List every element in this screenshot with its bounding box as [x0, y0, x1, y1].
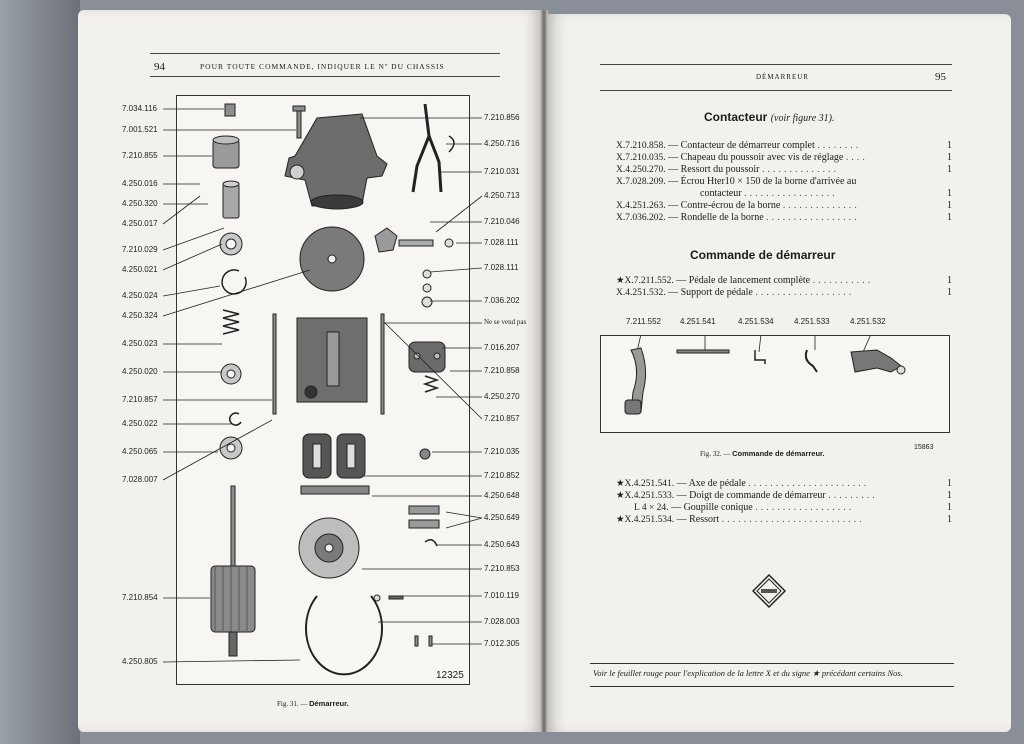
right-page-number: 95 [935, 71, 946, 83]
part-label: 4.250.017 [122, 219, 158, 228]
parts-list-item: contacteur ................. 1 [700, 188, 952, 199]
fig32-label: 7.211.552 [626, 317, 661, 326]
part-label: 7.036.202 [484, 296, 520, 305]
fig32-label: 4.251.541 [680, 317, 716, 326]
parts-list-item: ★X.4.251.541. — Axe de pédale ...................... 1 [616, 478, 952, 489]
parts-list-item: X.7.028.209. — Écrou Hter10 × 150 de la borne d'arrivée au [616, 176, 857, 187]
part-pedal-support [851, 350, 901, 372]
caption-prefix: Fig. 31. — [277, 700, 308, 708]
header-rule [600, 64, 952, 65]
part-label: 7.210.029 [122, 245, 158, 254]
parts-list-item: X.7.036.202. — Rondelle de la borne ................. 1 [616, 212, 952, 223]
pedal-parts-drawing [601, 336, 949, 432]
parts-list-item: X.7.210.858. — Contacteur de démarreur complet ........ 1 [616, 140, 952, 151]
part-label: 4.250.024 [122, 291, 158, 300]
part-label: 4.250.021 [122, 265, 158, 274]
part-label: 7.210.857 [122, 395, 158, 404]
figure-32-number: 15863 [914, 444, 934, 451]
part-finger [806, 350, 817, 372]
part-label: 4.250.324 [122, 311, 158, 320]
parts-list-item: X.4.250.270. — Ressort du poussoir .............. 1 [616, 164, 952, 175]
part-label: 4.250.023 [122, 339, 158, 348]
parts-list-item: L 4 × 24. — Goupille conique .................. 1 [634, 502, 952, 513]
part-label: 7.210.854 [122, 593, 158, 602]
fig32-label: 4.251.533 [794, 317, 830, 326]
part-label: 4.250.320 [122, 199, 158, 208]
part-label: 7.010.119 [484, 591, 519, 600]
part-label: 4.250.020 [122, 367, 158, 376]
part-label: 4.250.065 [122, 447, 158, 456]
section-title-contacteur: Contacteur (voir figure 31). [704, 110, 835, 124]
fig32-label: 4.251.534 [738, 317, 774, 326]
renault-diamond-logo [752, 574, 786, 613]
left-running-header: POUR TOUTE COMMANDE, INDIQUER LE Nº DU CHASSIS [200, 62, 445, 71]
footnote: Voir le feuillet rouge pour l'explication de la lettre X et du signe ★ précédant certains Nos. [593, 668, 903, 678]
part-label: 7.210.853 [484, 564, 520, 573]
parts-list-item: ★X.7.211.552. — Pédale de lancement complète ........... 1 [616, 275, 952, 286]
figure-31-caption [277, 699, 349, 708]
part-label: 7.210.035 [484, 447, 520, 456]
parts-list-item: X.7.210.035. — Chapeau du poussoir avec vis de réglage .... 1 [616, 152, 952, 163]
part-pedal-axle [677, 350, 729, 353]
part-label: 7.028.111 [484, 238, 519, 247]
figure-31-number: 12325 [436, 670, 464, 681]
part-label: 4.250.022 [122, 419, 158, 428]
part-label: 4.250.716 [484, 139, 520, 148]
part-label: 7.016.207 [484, 343, 520, 352]
part-label: 4.250.648 [484, 491, 520, 500]
part-label: 7.012.305 [484, 639, 520, 648]
part-label: 4.250.649 [484, 513, 520, 522]
part-label: 7.210.858 [484, 366, 520, 375]
section-title-commande: Commande de démarreur [690, 248, 836, 262]
part-label: 4.250.643 [484, 540, 520, 549]
part-label-not-sold: Ne se vend pas [484, 318, 527, 326]
left-page-number: 94 [154, 61, 165, 73]
part-label: 4.250.713 [484, 191, 520, 200]
part-label: 7.210.031 [484, 167, 520, 176]
part-label: 7.028.111 [484, 263, 519, 272]
part-label: 4.250.805 [122, 657, 158, 666]
part-label: 7.028.007 [122, 475, 158, 484]
right-running-header: DÉMARREUR [756, 73, 809, 81]
part-label: 7.034.116 [122, 104, 157, 113]
part-label: 7.210.855 [122, 151, 158, 160]
part-label: 7.210.856 [484, 113, 520, 122]
part-label: 4.250.016 [122, 179, 158, 188]
part-label: 7.210.852 [484, 471, 520, 480]
part-label: 4.250.270 [484, 392, 520, 401]
parts-list-item: ★X.4.251.534. — Ressort .......................... 1 [616, 514, 952, 525]
fig32-label: 4.251.532 [850, 317, 886, 326]
part-label: 7.001.521 [122, 125, 158, 134]
parts-list-item: X.4.251.263. — Contre-écrou de la borne .............. 1 [616, 200, 952, 211]
parts-list-item: X.4.251.532. — Support de pédale .................. 1 [616, 287, 952, 298]
figure-32-frame [600, 335, 950, 433]
header-rule [600, 90, 952, 91]
caption-title: Démarreur. [309, 699, 349, 708]
part-spring [755, 350, 765, 364]
parts-list-item: ★X.4.251.533. — Doigt de commande de démarreur ......... 1 [616, 490, 952, 501]
part-label: 7.028.003 [484, 617, 520, 626]
part-label: 7.210.857 [484, 414, 520, 423]
part-label: 7.210.046 [484, 217, 520, 226]
figure-32-caption: Fig. 32. — Commande de démarreur. [700, 449, 825, 458]
